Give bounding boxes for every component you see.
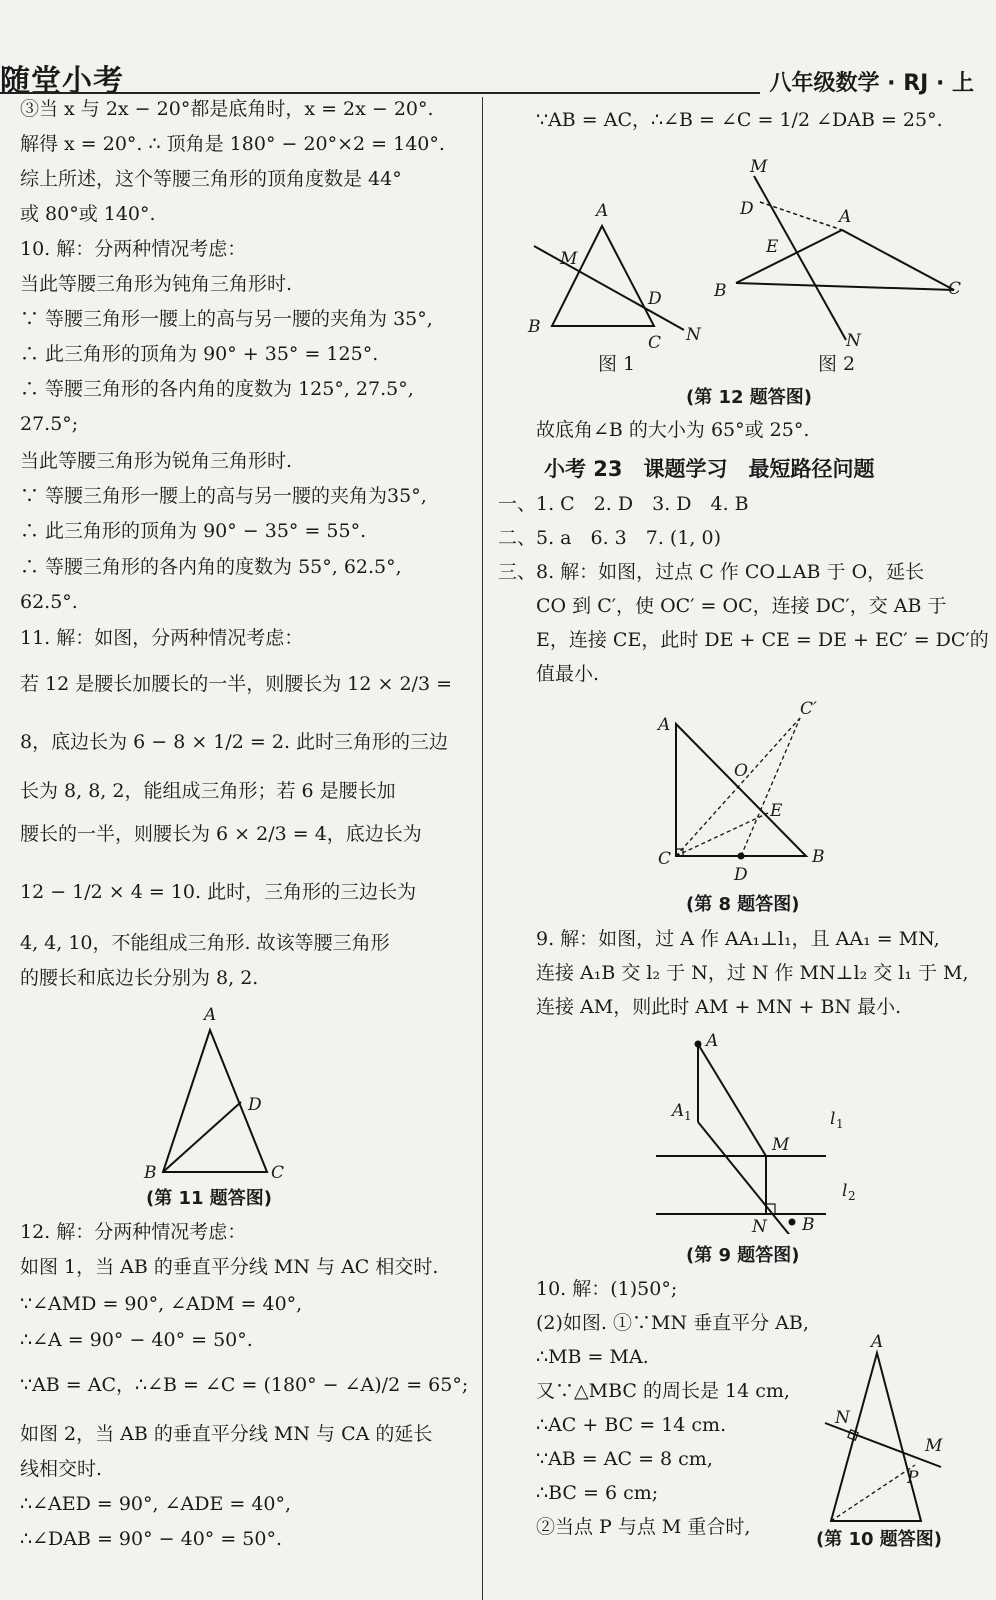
svg-text:N: N	[846, 331, 861, 351]
text-line: 12 − 1/2 × 4 = 10. 此时，三角形的三边长为	[20, 881, 417, 903]
figure-12-diagram-1	[522, 190, 722, 350]
text-line: E，连接 CE，此时 DE + CE = DE + EC′ = DC′的	[536, 629, 989, 651]
text-line: ∵ 等腰三角形一腰上的高与另一腰的夹角为 35°,	[20, 308, 433, 330]
svg-text:M: M	[750, 157, 768, 177]
svg-text:A: A	[871, 1332, 884, 1352]
svg-text:E: E	[766, 237, 779, 257]
figure-2-label: 图 2	[818, 353, 856, 375]
column-divider	[482, 97, 483, 1600]
text-line: 连接 A₁B 交 l₂ 于 N，过 N 作 MN⊥l₂ 交 l₁ 于 M,	[536, 962, 969, 984]
svg-text:P: P	[907, 1468, 919, 1488]
text-line: 三、8. 解：如图，过点 C 作 CO⊥AB 于 O，延长	[498, 561, 925, 583]
text-line: 腰长的一半，则腰长为 6 × 2/3 = 4，底边长为	[20, 823, 422, 845]
text-line: 8，底边长为 6 − 8 × 1/2 = 2. 此时三角形的三边	[20, 731, 449, 753]
figure-1-label: 图 1	[598, 353, 636, 375]
svg-text:B: B	[714, 281, 727, 301]
svg-text:C: C	[271, 1163, 285, 1180]
text-line: 故底角∠B 的大小为 65°或 25°.	[536, 419, 810, 441]
svg-text:B: B	[802, 1215, 815, 1234]
figure-10-diagram	[815, 1325, 975, 1530]
text-line: 二、5. a 6. 3 7. (1, 0)	[498, 527, 721, 549]
svg-text:A: A	[706, 1031, 719, 1051]
figure-11-caption: (第 11 题答图)	[146, 1188, 273, 1209]
svg-text:D: D	[740, 199, 754, 219]
text-line: 或 80°或 140°.	[20, 203, 156, 225]
text-line: 的腰长和底边长分别为 8, 2.	[20, 967, 259, 989]
svg-text:l: l	[830, 1109, 836, 1129]
text-line: ∴ 等腰三角形的各内角的度数为 55°, 62.5°,	[20, 556, 402, 578]
svg-text:N: N	[835, 1408, 850, 1428]
svg-text:A: A	[204, 1005, 217, 1025]
figure-12-caption: (第 12 题答图)	[686, 387, 813, 408]
text-line: ∴ 等腰三角形的各内角的度数为 125°, 27.5°,	[20, 378, 414, 400]
svg-text:O: O	[734, 761, 748, 781]
text-line: 4, 4, 10，不能组成三角形. 故该等腰三角形	[20, 932, 390, 954]
section-title: 小考 23 课题学习 最短路径问题	[544, 457, 875, 481]
svg-text:B: B	[144, 1163, 157, 1180]
text-line: ∵AB = AC = 8 cm,	[536, 1448, 713, 1470]
svg-text:A: A	[672, 1101, 685, 1121]
text-line: 当此等腰三角形为钝角三角形时.	[20, 273, 293, 295]
svg-text:N: N	[686, 325, 701, 345]
text-line: 当此等腰三角形为锐角三角形时.	[20, 450, 293, 472]
text-line: ∵AB = AC，∴∠B = ∠C = (180° − ∠A)/2 = 65°;	[20, 1374, 469, 1396]
text-line: 若 12 是腰长加腰长的一半，则腰长为 12 × 2/3 =	[20, 673, 453, 695]
svg-text:C: C	[948, 279, 962, 299]
text-line: ∵ 等腰三角形一腰上的高与另一腰的夹角为35°,	[20, 485, 427, 507]
text-line: ∴∠DAB = 90° − 40° = 50°.	[20, 1528, 282, 1550]
svg-text:2: 2	[848, 1189, 856, 1203]
figure-10-caption: (第 10 题答图)	[816, 1529, 943, 1550]
text-line: 10. 解：(1)50°;	[536, 1278, 678, 1300]
svg-text:M: M	[925, 1436, 943, 1456]
text-line: 连接 AM，则此时 AM + MN + BN 最小.	[536, 996, 902, 1018]
svg-text:1: 1	[836, 1117, 844, 1131]
svg-text:1: 1	[684, 1109, 692, 1123]
text-line: 10. 解：分两种情况考虑：	[20, 238, 247, 260]
text-line: 又∵△MBC 的周长是 14 cm,	[536, 1380, 790, 1402]
figure-9-caption: (第 9 题答图)	[686, 1245, 800, 1266]
svg-text:N: N	[752, 1217, 767, 1234]
figure-11-triangle	[130, 1000, 300, 1180]
text-line: ∴MB = MA.	[536, 1346, 649, 1368]
text-line: ∴ 此三角形的顶角为 90° − 35° = 55°.	[20, 520, 367, 542]
text-line: ∴ 此三角形的顶角为 90° + 35° = 125°.	[20, 343, 379, 365]
svg-text:l: l	[842, 1181, 848, 1201]
text-line: ②当点 P 与点 M 重合时,	[536, 1516, 751, 1538]
svg-text:M: M	[560, 249, 578, 269]
text-line: 如图 1，当 AB 的垂直平分线 MN 与 AC 相交时.	[20, 1256, 439, 1278]
figure-8-diagram	[650, 696, 840, 886]
text-line: 值最小.	[536, 663, 600, 685]
text-line: (2)如图. ①∵MN 垂直平分 AB,	[536, 1312, 809, 1334]
svg-text:A: A	[596, 201, 609, 221]
text-line: 解得 x = 20°. ∴ 顶角是 180° − 20°×2 = 140°.	[20, 133, 445, 155]
text-line: ∴∠AED = 90°, ∠ADE = 40°,	[20, 1493, 292, 1515]
text-line: 线相交时.	[20, 1458, 103, 1480]
text-line: ∴AC + BC = 14 cm.	[536, 1414, 727, 1436]
svg-text:C′: C′	[800, 699, 817, 719]
book-series-title: 随堂小考	[0, 64, 124, 99]
text-line: ∴∠A = 90° − 40° = 50°.	[20, 1329, 253, 1351]
subject-grade-label: 八年级数学 · RJ · 上	[769, 71, 974, 96]
text-line: 11. 解：如图，分两种情况考虑：	[20, 627, 304, 649]
svg-text:M: M	[772, 1135, 790, 1155]
figure-12-diagram-2	[708, 150, 968, 355]
text-line: ∴BC = 6 cm;	[536, 1482, 659, 1504]
text-line: 62.5°.	[20, 591, 78, 613]
svg-text:E: E	[770, 801, 783, 821]
header-rule	[0, 92, 760, 94]
svg-text:B: B	[812, 847, 825, 867]
text-line: 12. 解：分两种情况考虑：	[20, 1221, 247, 1243]
text-line: CO 到 C′，使 OC′ = OC，连接 DC′，交 AB 于	[536, 595, 947, 617]
svg-text:D: D	[734, 865, 748, 885]
text-line: 27.5°;	[20, 413, 79, 435]
svg-text:D: D	[648, 289, 662, 309]
svg-text:C: C	[658, 849, 672, 869]
svg-text:B: B	[528, 317, 541, 337]
text-line: ∵AB = AC，∴∠B = ∠C = 1/2 ∠DAB = 25°.	[536, 109, 943, 131]
text-line: ∵∠AMD = 90°, ∠ADM = 40°,	[20, 1293, 303, 1315]
svg-text:A: A	[658, 715, 671, 735]
text-line: 一、1. C 2. D 3. D 4. B	[498, 493, 749, 515]
svg-text:D: D	[248, 1095, 262, 1115]
text-line: 长为 8, 8, 2，能组成三角形；若 6 是腰长加	[20, 780, 396, 802]
figure-9-diagram	[650, 1024, 880, 1234]
text-line: 综上所述，这个等腰三角形的顶角度数是 44°	[20, 168, 402, 190]
text-line: ③当 x 与 2x − 20°都是底角时，x = 2x − 20°.	[20, 98, 434, 120]
figure-8-caption: (第 8 题答图)	[686, 894, 800, 915]
text-line: 9. 解：如图，过 A 作 AA₁⊥l₁，且 AA₁ = MN,	[536, 928, 940, 950]
text-line: 如图 2，当 AB 的垂直平分线 MN 与 CA 的延长	[20, 1423, 433, 1445]
svg-text:A: A	[839, 207, 852, 227]
svg-text:C: C	[648, 333, 662, 350]
